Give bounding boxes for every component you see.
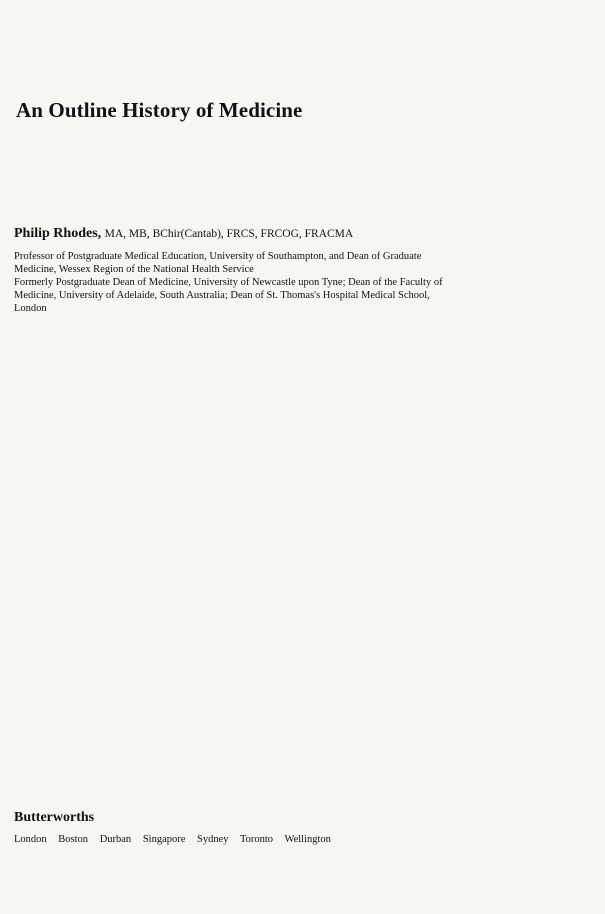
city: Boston xyxy=(58,834,89,845)
city: Singapore xyxy=(142,834,186,845)
author-qualifications: MA, MB, BChir(Cantab), FRCS, FRCOG, FRACMA xyxy=(104,228,354,240)
book-title: An Outline History of Medicine xyxy=(16,98,303,122)
affiliation-line: Professor of Postgraduate Medical Education, University of Southampton, and Dean of Graduate xyxy=(14,251,422,262)
author-affiliations xyxy=(14,250,534,315)
affiliation-line: Formerly Postgraduate Dean of Medicine, University of Newcastle upon Tyne; Dean of the Faculty of xyxy=(14,277,443,288)
affiliation-line: Medicine, University of Adelaide, South Australia; Dean of St. Thomas's Hospital Medical School, xyxy=(14,290,430,301)
author-line xyxy=(14,226,353,242)
affiliation-line: London xyxy=(14,303,47,314)
city: Toronto xyxy=(239,834,274,845)
affiliation-line: Medicine, Wessex Region of the National Health Service xyxy=(14,264,254,275)
city: London xyxy=(14,834,47,845)
publisher-cities xyxy=(14,834,340,845)
author-name: Philip Rhodes, xyxy=(14,226,102,241)
city: Durban xyxy=(99,834,132,845)
city: Wellington xyxy=(284,834,331,845)
publisher-name: Butterworths xyxy=(14,810,95,825)
city: Sydney xyxy=(197,834,229,845)
